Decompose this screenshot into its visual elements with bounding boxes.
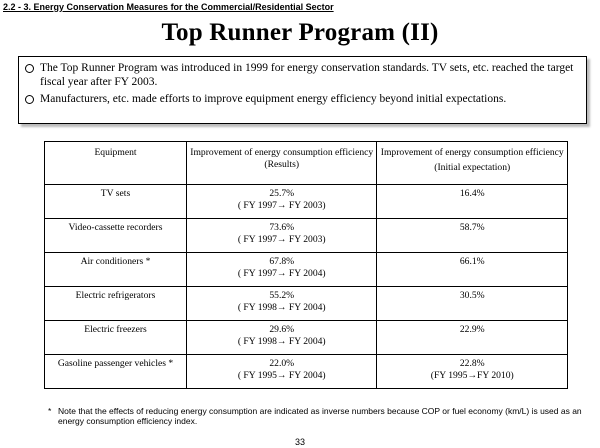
result-value: 73.6% (269, 222, 295, 233)
header-expectation-label: Improvement of energy consumption efficiency (380, 147, 564, 158)
cell-result (186, 287, 377, 321)
footnote (48, 406, 588, 426)
result-value: 29.6% (269, 324, 295, 335)
cell-expected (377, 321, 568, 355)
result-period: ( FY 1995→ FY 2004) (237, 370, 326, 381)
result-period: ( FY 1997→ FY 2003) (237, 200, 326, 211)
summary-text: Manufacturers, etc. made efforts to improve equipment energy efficiency beyond initial expectations. (40, 93, 507, 105)
expected-value: 30.5% (459, 290, 485, 301)
cell-expected (377, 185, 568, 219)
circle-bullet-icon (25, 95, 34, 104)
page-number: 33 (294, 437, 305, 447)
result-value: 25.7% (269, 188, 295, 199)
section-header: 2.2 - 3. Energy Conservation Measures for the Commercial/Residential Sector (3, 2, 334, 12)
result-value: 55.2% (269, 290, 295, 301)
cell-result (186, 253, 377, 287)
expected-value: 16.4% (459, 188, 485, 199)
header-equipment: Equipment (45, 142, 187, 185)
expected-value: 66.1% (459, 256, 485, 267)
result-period: ( FY 1998→ FY 2004) (237, 336, 326, 347)
result-period: ( FY 1998→ FY 2004) (237, 302, 326, 313)
cell-result (186, 219, 377, 253)
table-row (45, 253, 568, 287)
result-value: 22.0% (269, 358, 295, 369)
table-row (45, 185, 568, 219)
expected-value: 22.9% (459, 324, 485, 335)
table-row (45, 219, 568, 253)
result-value: 67.8% (269, 256, 295, 267)
cell-equipment: Electric freezers (45, 321, 187, 355)
efficiency-table (44, 141, 568, 389)
cell-result (186, 355, 377, 389)
cell-expected (377, 287, 568, 321)
cell-equipment: Video-cassette recorders (45, 219, 187, 253)
expected-value: 58.7% (459, 222, 485, 233)
cell-equipment: TV sets (45, 185, 187, 219)
cell-result (186, 185, 377, 219)
cell-equipment: Electric refrigerators (45, 287, 187, 321)
cell-expected (377, 219, 568, 253)
cell-expected (377, 355, 568, 389)
summary-box (18, 56, 587, 124)
result-period: ( FY 1997→ FY 2003) (237, 234, 326, 245)
cell-expected (377, 253, 568, 287)
circle-bullet-icon (25, 64, 34, 73)
expected-value: 22.8% (459, 358, 485, 369)
result-period: ( FY 1997→ FY 2004) (237, 268, 326, 279)
table-row (45, 287, 568, 321)
summary-text: The Top Runner Program was introduced in 1999 for energy conservation standards. TV sets, etc. reached the target fiscal year after FY 2003. (40, 62, 574, 88)
cell-equipment: Gasoline passenger vehicles * (45, 355, 187, 389)
footnote-text: Note that the effects of reducing energy consumption are indicated as inverse numbers because COP or fuel economy (km/L) is used as an energy consumption efficiency index. (58, 406, 582, 426)
page-title: Top Runner Program (II) (161, 19, 439, 46)
table-header-row (45, 142, 568, 185)
cell-equipment: Air conditioners * (45, 253, 187, 287)
table-row (45, 321, 568, 355)
header-expectation-sub: (Initial expectation) (434, 162, 511, 173)
header-results: Improvement of energy consumption efficiency (Results) (186, 142, 377, 185)
header-expectation (377, 142, 568, 185)
table-row (45, 355, 568, 389)
expected-period: (FY 1995→FY 2010) (430, 370, 514, 381)
summary-item (25, 61, 580, 89)
footnote-mark: * (48, 406, 52, 416)
summary-item (25, 92, 580, 106)
cell-result (186, 321, 377, 355)
